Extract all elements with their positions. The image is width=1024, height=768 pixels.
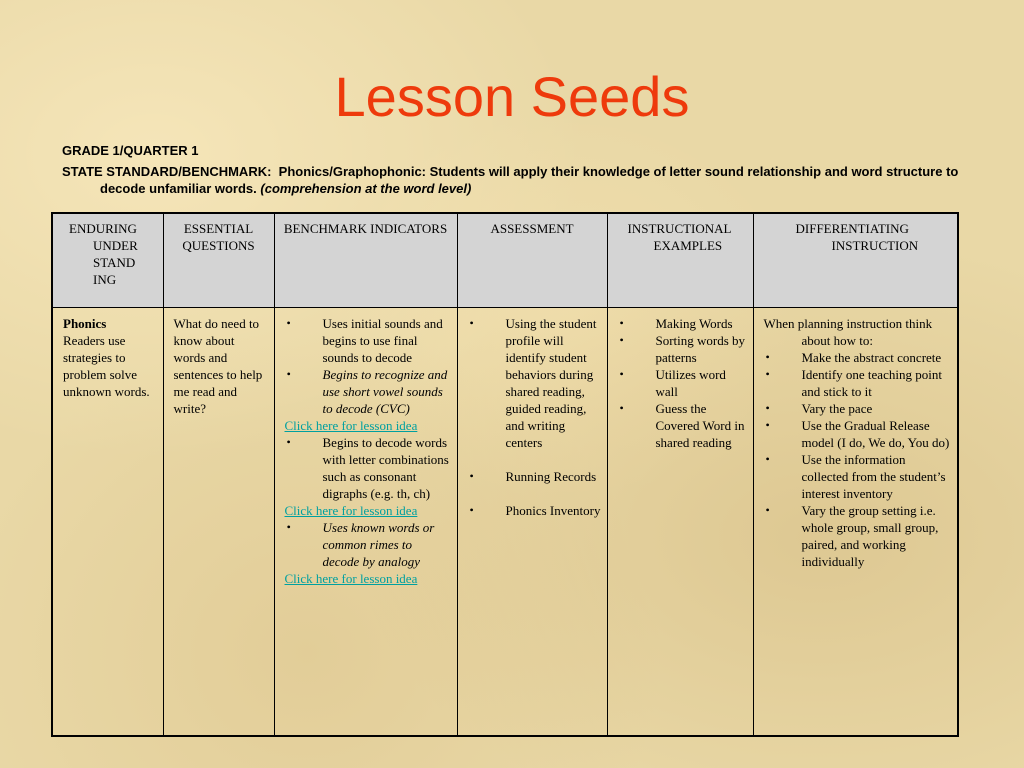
standard-text: Phonics/Graphophonic: Students will apply their knowledge of letter sound relationship and word structure to decode unfamiliar words. <box>100 164 959 196</box>
state-standard <box>62 163 962 197</box>
differentiating-item: • Vary the group setting i.e. whole group, small group, paired, and working individually <box>764 502 952 570</box>
cell-assessment <box>457 307 607 736</box>
cell-essential-questions: What do need to know about words and sentences to help me read and write? <box>163 307 274 736</box>
benchmark-item: • Uses initial sounds and begins to use final sounds to decode <box>285 315 451 366</box>
page-title: Lesson Seeds <box>334 65 690 128</box>
cell-differentiating-instruction <box>753 307 958 736</box>
grade-label: GRADE 1/QUARTER 1 <box>62 143 199 158</box>
cell-benchmark-indicators <box>274 307 457 736</box>
instructional-item: • Sorting words by patterns <box>618 332 747 366</box>
cell-instructional-examples <box>607 307 753 736</box>
cell-enduring-understanding <box>52 307 163 736</box>
differentiating-item: • Use the Gradual Release model (I do, We do, You do) <box>764 417 952 451</box>
assessment-item: • Phonics Inventory <box>468 502 601 519</box>
differentiating-item: • Identify one teaching point and stick to it <box>764 366 952 400</box>
lesson-idea-link-3[interactable]: Click here for lesson idea <box>284 570 418 586</box>
differentiating-intro: When planning instruction think about how to: <box>763 315 933 348</box>
standard-note: (comprehension at the word level) <box>260 181 472 196</box>
benchmark-item: • Begins to decode words with letter combinations such as consonant digraphs (e.g. th, ch) <box>285 434 451 502</box>
instructional-item: • Guess the Covered Word in shared reading <box>618 400 747 451</box>
differentiating-item: • Make the abstract concrete <box>764 349 952 366</box>
enduring-title: Phonics <box>63 315 107 331</box>
assessment-item: • Running Records <box>468 468 601 485</box>
header-instructional-examples: INSTRUCTIONAL EXAMPLES <box>607 213 753 307</box>
standard-label: STATE STANDARD/BENCHMARK: <box>62 164 272 179</box>
assessment-item: • Using the student profile will identify student behaviors during shared reading, guided reading, and writing centers <box>468 315 601 451</box>
benchmark-item: • Uses known words or common rimes to decode by analogy <box>285 519 451 570</box>
lesson-table <box>51 212 959 737</box>
table-row <box>52 307 958 736</box>
enduring-text: Readers use strategies to problem solve unknown words. <box>63 332 150 399</box>
header-assessment: ASSESSMENT <box>457 213 607 307</box>
table-header-row <box>52 213 958 307</box>
differentiating-item: • Use the information collected from the student’s interest inventory <box>764 451 952 502</box>
differentiating-item: • Vary the pace <box>764 400 952 417</box>
lesson-idea-link-2[interactable]: Click here for lesson idea <box>284 502 418 518</box>
lesson-header <box>62 142 962 201</box>
header-enduring-understanding: ENDURING UNDER STAND ING <box>52 213 163 307</box>
header-essential-questions: ESSENTIAL QUESTIONS <box>163 213 274 307</box>
instructional-item: • Utilizes word wall <box>618 366 747 400</box>
instructional-item: • Making Words <box>618 315 747 332</box>
header-differentiating-instruction: DIFFERENTIATING INSTRUCTION <box>753 213 958 307</box>
lesson-idea-link-1[interactable]: Click here for lesson idea <box>284 417 418 433</box>
benchmark-item: • Begins to recognize and use short vowel sounds to decode (CVC) <box>285 366 451 417</box>
header-benchmark-indicators: BENCHMARK INDICATORS <box>274 213 457 307</box>
